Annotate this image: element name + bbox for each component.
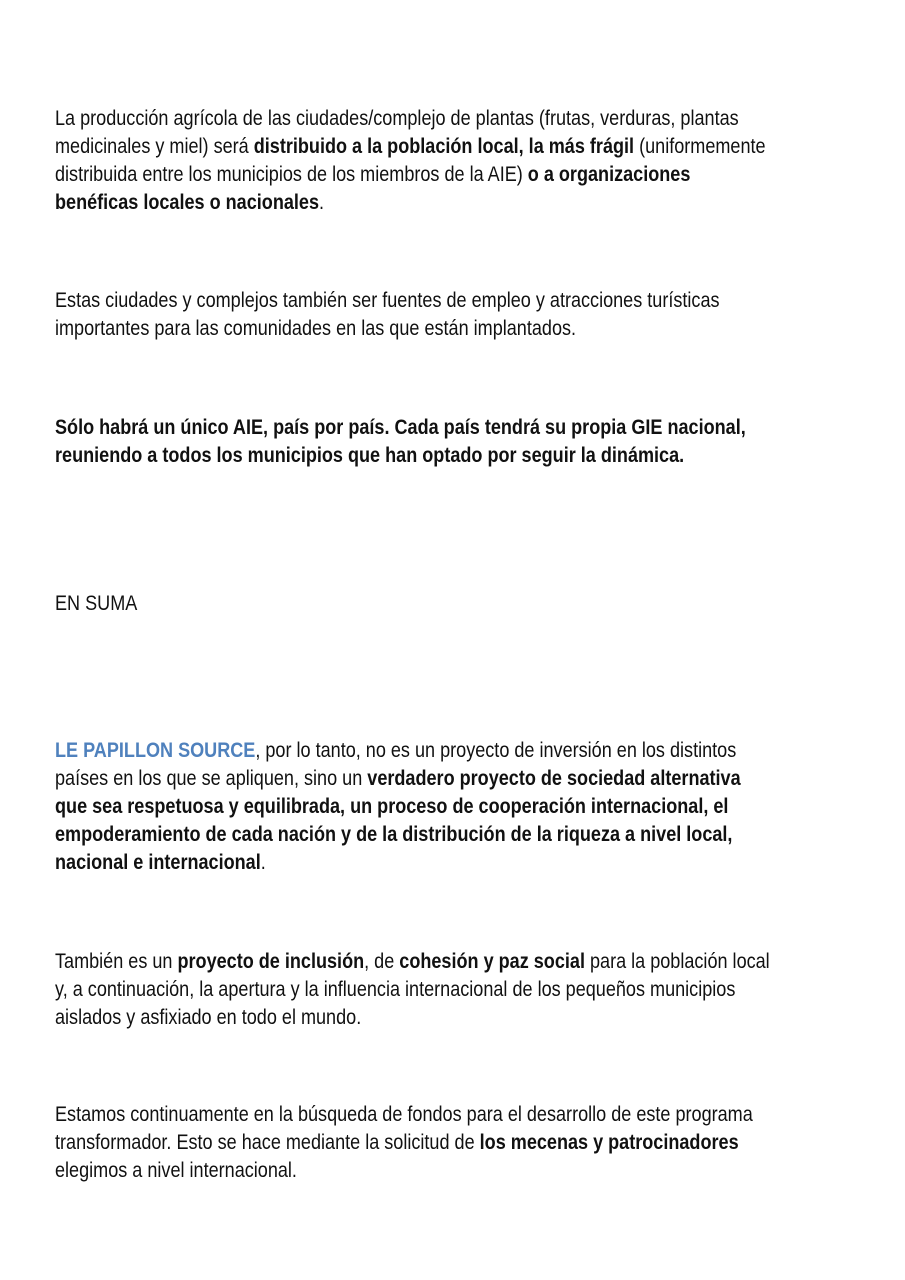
bold-text-run: o a organizaciones xyxy=(527,162,691,186)
text-run: transformador. Esto se hace mediante la solicitud de xyxy=(55,1130,480,1154)
text-line xyxy=(55,314,576,342)
text-run: También es un xyxy=(55,949,178,973)
text-run: distribuida entre los municipios de los miembros de la AIE) xyxy=(55,162,528,186)
text-line xyxy=(55,1100,753,1128)
text-run: Estas ciudades y complejos también ser fuentes de empleo y atracciones turísticas xyxy=(55,288,720,312)
text-run: Estamos continuamente en la búsqueda de fondos para el desarrollo de este programa xyxy=(55,1102,753,1126)
text-run: medicinales y miel) será xyxy=(55,134,254,158)
text-line xyxy=(55,286,720,314)
text-line xyxy=(55,413,746,441)
bold-text-run: benéficas locales o nacionales xyxy=(55,190,319,214)
text-line xyxy=(55,1003,361,1031)
text-run: , por lo tanto, no es un proyecto de inversión en los distintos xyxy=(255,738,737,762)
text-line xyxy=(55,848,266,876)
text-line xyxy=(55,104,739,132)
text-run: La producción agrícola de las ciudades/complejo de plantas (frutas, verduras, plantas xyxy=(55,106,739,130)
bold-text-run: nacional e internacional xyxy=(55,850,261,874)
text-run: . xyxy=(318,190,325,214)
bold-text-run: Sólo habrá un único AIE, país por país. Cada país tendrá su propia GIE nacional, xyxy=(55,415,746,439)
bold-text-run: verdadero proyecto de sociedad alternativa xyxy=(367,766,741,790)
bold-text-run: distribuido a la población local, la más frágil xyxy=(253,134,635,158)
text-line xyxy=(55,736,736,764)
text-run: (uniformemente xyxy=(634,134,766,158)
text-line xyxy=(55,792,728,820)
text-line xyxy=(55,975,735,1003)
text-run: para la población local xyxy=(584,949,770,973)
heading-text: EN SUMA xyxy=(55,591,138,615)
bold-text-run: que sea respetuosa y equilibrada, un proceso de cooperación internacional, el xyxy=(55,794,729,818)
text-line xyxy=(55,1156,297,1184)
text-run: países en los que se apliquen, sino un xyxy=(55,766,368,790)
text-line xyxy=(55,188,324,216)
bold-text-run: reuniendo a todos los municipios que han optado por seguir la dinámica. xyxy=(55,443,685,467)
text-run: y, a continuación, la apertura y la influencia internacional de los pequeños municipios xyxy=(55,977,736,1001)
text-run: . xyxy=(260,850,266,874)
text-line xyxy=(55,160,690,188)
text-line xyxy=(55,947,770,975)
text-run: aislados y asfixiado en todo el mundo. xyxy=(55,1005,362,1029)
text-run: , de xyxy=(364,949,400,973)
text-run: importantes para las comunidades en las que están implantados. xyxy=(55,316,577,340)
text-line xyxy=(55,1128,739,1156)
bold-text-run: los mecenas y patrocinadores xyxy=(479,1130,739,1154)
brand-name: LE PAPILLON SOURCE xyxy=(55,738,256,762)
text-line xyxy=(55,132,766,160)
bold-text-run: proyecto de inclusión xyxy=(177,949,365,973)
bold-text-run: empoderamiento de cada nación y de la distribución de la riqueza a nivel local, xyxy=(55,822,733,846)
text-line xyxy=(55,441,684,469)
text-line xyxy=(55,820,732,848)
text-line xyxy=(55,764,741,792)
text-run: elegimos a nivel internacional. xyxy=(55,1158,297,1182)
bold-text-run: cohesión y paz social xyxy=(399,949,585,973)
text-line xyxy=(55,589,137,617)
